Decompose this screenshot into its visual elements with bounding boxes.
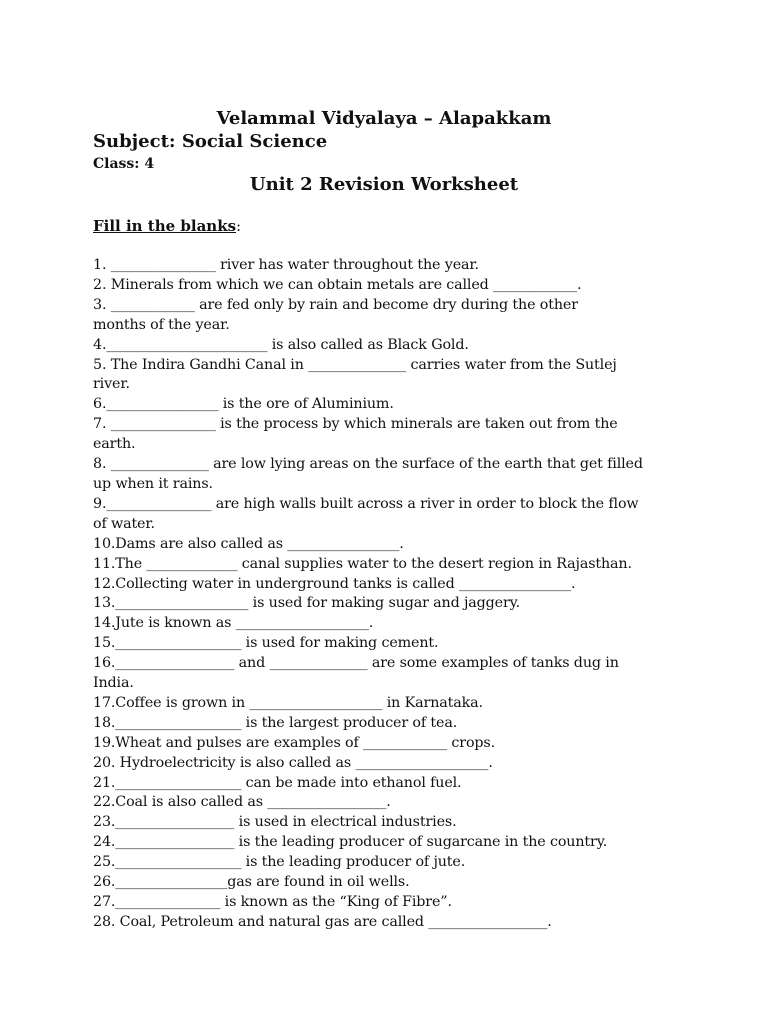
question-line: 15.__________________ is used for making cement. [93,635,439,652]
question-line: 25.__________________ is the leading producer of jute. [93,854,466,871]
question-line: 26.________________gas are found in oil wells. [93,874,410,891]
question-line: 10.Dams are also called as ________________. [93,535,404,552]
questions-list [93,256,683,933]
question-line: 13.___________________ is used for making sugar and jaggery. [93,595,521,612]
question-line: 20. Hydroelectricity is also called as ___________________. [93,754,493,771]
question-line: up when it rains. [93,475,213,492]
question-line: of water. [93,515,155,532]
class-line: Class: 4 [93,156,155,172]
section-heading-colon: : [236,217,242,235]
subject-label: Subject [93,131,169,152]
question-line: 3. ____________ are fed only by rain and become dry during the other [93,296,578,313]
question-line: 19.Wheat and pulses are examples of ____________ crops. [93,734,495,751]
question-line: 11.The _____________ canal supplies water to the desert region in Rajasthan. [93,555,632,572]
question-line: 17.Coffee is grown in ___________________ in Karnataka. [93,694,483,711]
question-line: 27._______________ is known as the “King of Fibre”. [93,894,452,910]
question-line: 9._______________ are high walls built across a river in order to block the flow [93,495,639,512]
question-line: 23._________________ is used in electrical industries. [93,814,457,831]
question-line: 6.________________ is the ore of Aluminium. [93,396,394,413]
question-line: 7. _______________ is the process by which minerals are taken out from the [93,416,618,433]
school-title: Velammal Vidyalaya – Alapakkam [216,108,552,129]
question-line: earth. [93,436,136,453]
question-line: 28. Coal, Petroleum and natural gas are called _________________. [93,913,552,930]
subject-line [93,131,327,153]
question-line: 21.__________________ can be made into ethanol fuel. [93,774,462,791]
question-line: 12.Collecting water in underground tanks is called ________________. [93,575,576,592]
question-line: 2. Minerals from which we can obtain metals are called ____________. [93,276,582,293]
question-line: 18.__________________ is the largest producer of tea. [93,714,458,731]
question-line: months of the year. [93,316,230,333]
section-heading-text: Fill in the blanks [93,217,237,235]
unit-title: Unit 2 Revision Worksheet [249,174,519,195]
question-line: India. [93,675,134,692]
question-line: 4._______________________ is also called as Black Gold. [93,336,469,353]
question-line: 5. The Indira Gandhi Canal in ______________ carries water from the Sutlej [93,356,617,373]
question-line: 16._________________ and ______________ are some examples of tanks dug in [93,655,619,672]
question-line: river. [93,376,130,393]
question-line: 1. _______________ river has water throughout the year. [93,257,479,273]
section-heading [93,216,241,236]
question-line: 8. ______________ are low lying areas on the surface of the earth that get filled [93,456,643,473]
subject-value: : Social Science [168,131,328,152]
question-line: 22.Coal is also called as _________________. [93,794,391,811]
question-line: 24._________________ is the leading producer of sugarcane in the country. [93,834,608,851]
question-line: 14.Jute is known as ___________________. [93,615,374,632]
